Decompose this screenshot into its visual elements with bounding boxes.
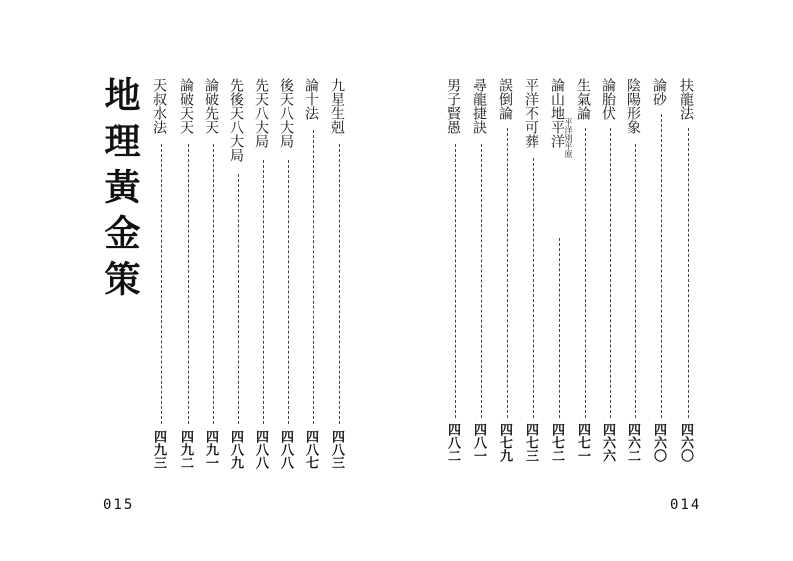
entry-title: 九星生剋 — [329, 78, 345, 134]
leader-line — [188, 144, 189, 424]
page-ref: 四八二 — [445, 423, 460, 462]
entry-title: 男子賢愚 — [445, 78, 461, 134]
leader-line — [533, 158, 534, 418]
page-ref: 四九一 — [203, 430, 218, 469]
entry-note: 平洋別平原 — [564, 118, 573, 158]
page-ref: 四七一 — [575, 423, 590, 462]
page-number: 015 — [103, 497, 135, 513]
left-page — [0, 0, 396, 561]
entry-title: 陰陽形象 — [625, 78, 641, 134]
page-ref: 四六六 — [600, 423, 615, 462]
page-ref: 四六二 — [625, 423, 640, 462]
entry-title: 誤倒論 — [497, 78, 513, 120]
leader-line — [213, 144, 214, 424]
page-number: 014 — [670, 497, 702, 513]
entry-title: 平洋不可葬 — [523, 78, 539, 148]
entry-title: 論砂 — [651, 78, 667, 106]
entry-title: 扶龍法 — [678, 78, 694, 120]
leader-line — [263, 160, 264, 424]
page-ref: 四八八 — [278, 430, 293, 469]
entry-title: 先天八大局 — [253, 78, 269, 148]
page-ref: 四七九 — [497, 423, 512, 462]
leader-line — [238, 174, 239, 424]
entry-title: 生氣論 — [575, 78, 591, 120]
leader-line — [688, 128, 689, 418]
page-ref: 四八七 — [303, 430, 318, 469]
leader-line — [507, 128, 508, 418]
entry-title: 先後天八大局 — [228, 78, 244, 162]
leader-line — [455, 144, 456, 418]
entry-title: 論破天天 — [178, 78, 194, 134]
leader-line — [585, 128, 586, 418]
entry-title: 天叔水法 — [151, 78, 167, 134]
page-ref: 四九三 — [151, 430, 166, 469]
entry-title: 論十法 — [303, 78, 319, 120]
page-ref: 四七三 — [523, 423, 538, 462]
leader-line — [610, 128, 611, 418]
leader-line — [635, 144, 636, 418]
page-ref: 四七二 — [549, 423, 564, 462]
leader-line — [661, 114, 662, 418]
entry-title: 論胎伏 — [600, 78, 616, 120]
right-page — [396, 0, 793, 561]
page-ref: 四八三 — [329, 430, 344, 469]
leader-line — [481, 144, 482, 418]
book-title: 地理黃金策 — [99, 76, 141, 306]
leader-line — [339, 144, 340, 424]
entry-title: 尋龍捷訣 — [471, 78, 487, 134]
page-ref: 四八九 — [228, 430, 243, 469]
leader-line — [288, 160, 289, 424]
leader-line — [313, 130, 314, 424]
entry-title: 論山地平洋 — [549, 78, 565, 148]
entry-title: 後天八大局 — [278, 78, 294, 148]
entry-title: 論破先天 — [203, 78, 219, 134]
leader-line — [559, 238, 560, 418]
page-ref: 四九二 — [178, 430, 193, 469]
page-ref: 四六〇 — [678, 423, 693, 462]
page-ref: 四八八 — [253, 430, 268, 469]
page-ref: 四八一 — [471, 423, 486, 462]
leader-line — [161, 144, 162, 424]
page-ref: 四六〇 — [651, 423, 666, 462]
